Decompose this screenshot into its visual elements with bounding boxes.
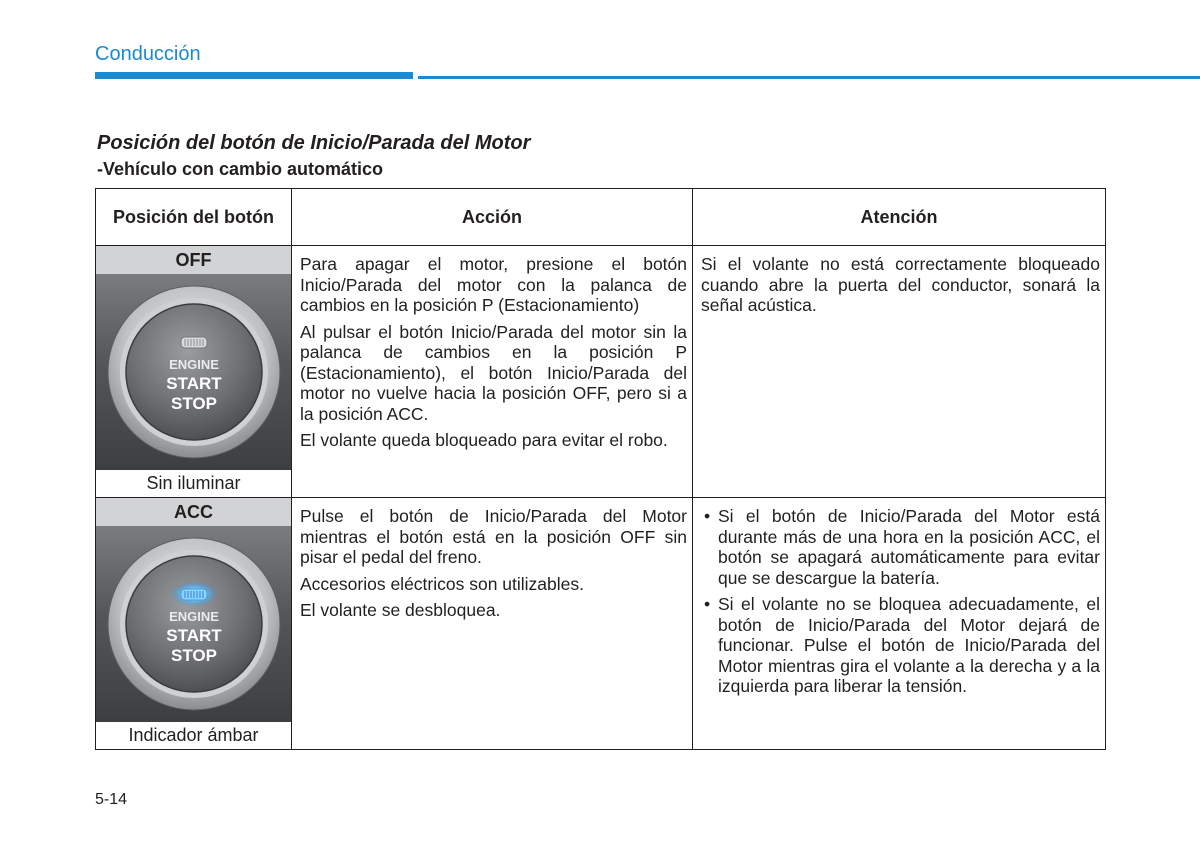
column-header-attention: Atención (693, 189, 1106, 246)
attention-text-off: Si el volante no está correctamente bloqueado cuando abre la puerta del conductor, sonará la señal acústica. (701, 254, 1100, 315)
column-header-position: Posición del botón (96, 189, 292, 246)
action-cell-off (292, 246, 693, 498)
attention-cell-off (693, 246, 1106, 498)
header-rule-thick (95, 72, 413, 79)
button-text-engine: ENGINE (168, 609, 219, 624)
position-label-acc: ACC (96, 498, 291, 526)
start-stop-button-icon (104, 534, 284, 714)
page-number: 5-14 (95, 791, 128, 808)
table-row-off (96, 246, 1106, 498)
engine-start-stop-button-image-off (96, 274, 291, 470)
button-position-table (95, 188, 1106, 750)
header-rule-thin (418, 76, 1200, 79)
page-heading: Posición del botón de Inicio/Parada del Motor (97, 132, 531, 154)
action-text-off-2: Al pulsar el botón Inicio/Parada del motor sin la palanca de cambios en la posición P (Estacionamiento), el botón Inicio/Parada del motor no vuelve hacia la posición OFF, pero si a la posición ACC. (300, 321, 687, 424)
button-text-stop: STOP (170, 646, 217, 665)
position-caption-acc: Indicador ámbar (96, 722, 291, 748)
action-text-off-3: El volante queda bloqueado para evitar el robo. (300, 430, 668, 450)
table-header-row (96, 189, 1106, 246)
action-text-off-1: Para apagar el motor, presione el botón Inicio/Parada del motor con la palanca de cambios en la posición P (Estacionamiento) (300, 254, 687, 315)
page-subheading: -Vehículo con cambio automático (97, 159, 384, 179)
action-text-acc-3: El volante se desbloquea. (300, 600, 501, 620)
position-caption-off: Sin iluminar (96, 470, 291, 496)
button-text-stop: STOP (170, 394, 217, 413)
button-text-start: START (165, 626, 222, 645)
position-cell-off (96, 246, 292, 498)
column-header-action: Acción (292, 189, 693, 246)
action-text-acc-1: Pulse el botón de Inicio/Parada del Motor mientras el botón está en la posición OFF sin pisar el pedal del freno. (300, 506, 687, 567)
position-label-off: OFF (96, 246, 291, 274)
button-text-start: START (165, 374, 222, 393)
engine-start-stop-button-image-acc (96, 526, 291, 722)
attention-list-acc (701, 506, 1100, 697)
position-cell-acc (96, 498, 292, 750)
action-cell-acc (292, 498, 693, 750)
table-row-acc (96, 498, 1106, 750)
action-text-acc-2: Accesorios eléctricos son utilizables. (300, 573, 585, 594)
attention-cell-acc (693, 498, 1106, 750)
button-text-engine: ENGINE (168, 357, 219, 372)
attention-item-acc-1: • Si el botón de Inicio/Parada del Motor está durante más de una hora en la posición ACC, el botón se apagará automáticamente para evitar que se descargue la batería. (701, 506, 1100, 588)
attention-item-acc-2: • Si el volante no se bloquea adecuadamente, el botón de Inicio/Parada del Motor dejará de funcionar. Pulse el botón de Inicio/Parada del Motor mientras gira el volante a la derecha y a la izquierda para liberar la tensión. (701, 594, 1100, 697)
section-title: Conducción (95, 43, 201, 65)
start-stop-button-icon (104, 282, 284, 462)
